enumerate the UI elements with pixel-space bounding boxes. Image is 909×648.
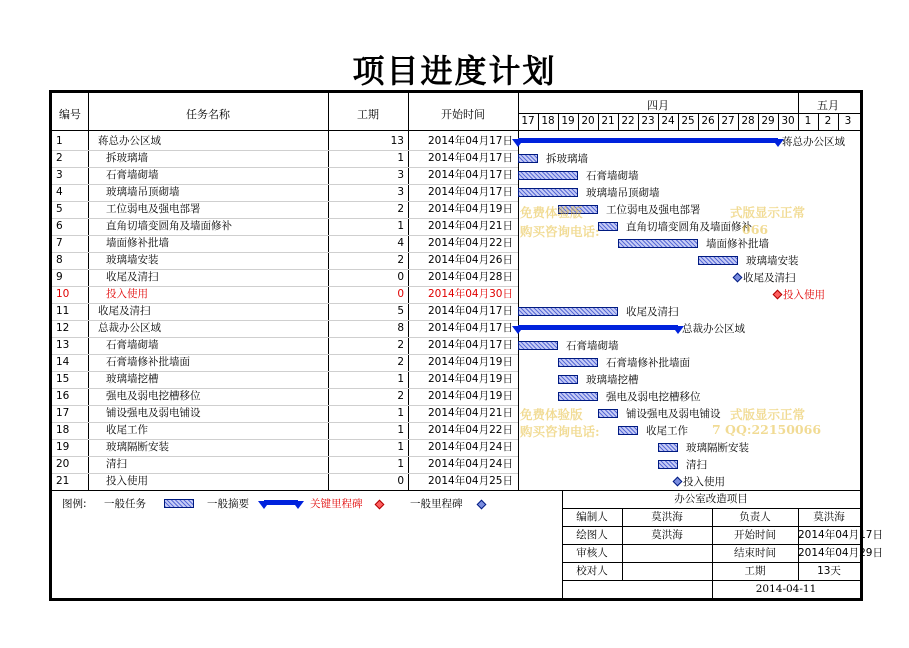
row-name: 玻璃隔断安装 [106,441,169,453]
row-duration: 13 [390,135,404,147]
bar-label: 强电及弱电挖槽移位 [606,391,701,403]
legend-key-icon [375,500,385,510]
legend-summary-label: 一般摘要 [207,498,249,510]
bar-label: 墙面修补批墙 [706,238,769,250]
info-made_by: 莫洪海 [651,511,683,523]
task-bar [618,239,698,248]
bar-label: 玻璃墙挖槽 [586,374,639,386]
row-start: 2014年04月19日 [428,390,513,402]
watermark: 066 [742,222,769,237]
month-label: 五月 [817,99,839,112]
row-start: 2014年04月26日 [428,254,513,266]
header-start: 开始时间 [441,108,485,121]
info-drawn_by: 莫洪海 [651,529,683,541]
watermark: 式版显示正常 [730,407,806,422]
bar-label: 收尾及清扫 [743,272,796,284]
legend-summary-cap [292,501,304,509]
task-bar [518,307,618,316]
legend-summary-cap [258,501,270,509]
info-end_label: 结束时间 [734,547,776,559]
info-owner_label: 负责人 [739,511,771,523]
row-start: 2014年04月17日 [428,305,513,317]
row-duration: 0 [397,271,404,283]
day-label: 18 [541,115,555,127]
row-name: 投入使用 [106,475,148,487]
milestone-icon [733,273,743,283]
row-duration: 2 [397,339,404,351]
legend-key-label: 关键里程碑 [310,498,363,510]
header-id: 编号 [59,108,81,121]
gantt-divider [518,93,519,490]
row-name: 玻璃墙挖槽 [106,373,159,385]
task-bar [658,443,678,452]
bar-label: 总裁办公区域 [682,323,745,335]
row-name: 投入使用 [106,288,148,300]
info-review_label: 审核人 [576,547,608,559]
task-bar [618,426,638,435]
row-name: 石膏墙修补批墙面 [106,356,190,368]
day-label: 30 [781,115,795,127]
row-start: 2014年04月24日 [428,441,513,453]
info-project: 办公室改造项目 [674,493,748,505]
task-bar [518,154,538,163]
row-start: 2014年04月19日 [428,356,513,368]
bar-label: 投入使用 [683,476,725,488]
watermark: 购买咨询电话: [520,224,600,239]
key-milestone-icon [773,290,783,300]
bar-label: 玻璃墙吊顶砌墙 [586,187,660,199]
info-dur: 13天 [817,565,841,577]
row-id: 18 [56,424,70,436]
header-bottom-line [52,130,860,131]
row-name: 玻璃墙吊顶砌墙 [106,186,180,198]
bar-label: 投入使用 [783,289,825,301]
row-id: 21 [56,475,70,487]
day-label: 29 [761,115,775,127]
info-date: 2014-04-11 [755,583,817,595]
row-start: 2014年04月17日 [428,135,513,147]
row-duration: 1 [397,407,404,419]
bar-label: 拆玻璃墙 [546,153,588,165]
day-label: 23 [641,115,655,127]
row-name: 收尾工作 [106,424,148,436]
row-id: 12 [56,322,70,334]
row-start: 2014年04月24日 [428,458,513,470]
summary-cap [512,326,524,334]
info-owner: 莫洪海 [813,511,845,523]
row-duration: 0 [397,475,404,487]
page-title: 项目进度计划 [352,52,557,90]
row-duration: 4 [397,237,404,249]
watermark: 7 QQ:22150066 [712,422,822,437]
row-duration: 1 [397,458,404,470]
row-start: 2014年04月22日 [428,237,513,249]
info-proof_label: 校对人 [576,565,608,577]
task-bar [518,188,578,197]
column-divider [88,93,89,490]
legend-task-label: 一般任务 [104,498,146,510]
legend-milestone-label: 一般里程碑 [410,498,463,510]
row-start: 2014年04月22日 [428,424,513,436]
row-start: 2014年04月17日 [428,152,513,164]
bar-label: 蒋总办公区域 [782,136,845,148]
day-label: 19 [561,115,575,127]
row-name: 直角切墙变圆角及墙面修补 [106,220,232,232]
row-duration: 2 [397,254,404,266]
day-label: 17 [521,115,535,127]
row-id: 9 [56,271,63,283]
bar-label: 清扫 [686,459,707,471]
row-id: 19 [56,441,70,453]
row-duration: 1 [397,424,404,436]
day-label: 25 [681,115,695,127]
day-label: 1 [804,115,812,127]
row-duration: 8 [397,322,404,334]
bar-label: 玻璃墙安装 [746,255,799,267]
day-label: 24 [661,115,675,127]
row-name: 工位弱电及强电部署 [106,203,201,215]
watermark: 式版显示正常 [730,205,806,220]
bar-label: 石膏墙修补批墙面 [606,357,690,369]
bar-label: 收尾及清扫 [626,306,679,318]
row-id: 2 [56,152,63,164]
row-start: 2014年04月19日 [428,373,513,385]
info-end: 2014年04月29日 [798,547,883,559]
task-bar [698,256,738,265]
summary-bar [518,138,778,143]
row-name: 清扫 [106,458,127,470]
row-start: 2014年04月21日 [428,220,513,232]
task-bar [558,392,598,401]
row-start: 2014年04月21日 [428,407,513,419]
row-start: 2014年04月25日 [428,475,513,487]
row-id: 13 [56,339,70,351]
row-id: 6 [56,220,63,232]
row-name: 蒋总办公区域 [98,135,161,147]
row-id: 10 [56,288,70,300]
summary-cap [512,139,524,147]
watermark: 免费体验版 [520,205,583,220]
bar-label: 铺设强电及弱电铺设 [626,408,721,420]
row-name: 拆玻璃墙 [106,152,148,164]
row-start: 2014年04月28日 [428,271,513,283]
row-start: 2014年04月17日 [428,186,513,198]
row-duration: 1 [397,220,404,232]
task-bar [558,358,598,367]
gantt-sheet [49,90,883,601]
month-divider-line [518,113,860,114]
row-duration: 3 [397,169,404,181]
info-drawn_by_label: 绘图人 [576,529,608,541]
row-duration: 2 [397,390,404,402]
row-id: 7 [56,237,63,249]
row-duration: 1 [397,373,404,385]
row-id: 15 [56,373,70,385]
watermark: 购买咨询电话: [520,424,600,439]
bar-label: 直角切墙变圆角及墙面修补 [626,221,752,233]
row-id: 8 [56,254,63,266]
legend-task-bar [164,499,194,508]
legend-milestone-icon [477,500,487,510]
row-id: 14 [56,356,70,368]
row-name: 石膏墙砌墙 [106,169,159,181]
row-name: 总裁办公区域 [98,322,161,334]
milestone-icon [673,477,683,487]
row-duration: 5 [397,305,404,317]
row-name: 强电及弱电挖槽移位 [106,390,201,402]
task-bar [658,460,678,469]
info-dur_label: 工期 [744,565,766,577]
task-bar [518,341,558,350]
row-start: 2014年04月17日 [428,322,513,334]
month-label: 四月 [647,99,669,112]
row-id: 1 [56,135,63,147]
header-name: 任务名称 [186,108,230,121]
header-duration: 工期 [357,108,379,121]
row-duration: 1 [397,152,404,164]
row-id: 11 [56,305,70,317]
row-id: 4 [56,186,63,198]
row-name: 石膏墙砌墙 [106,339,159,351]
row-name: 收尾及清扫 [98,305,151,317]
task-bar [598,409,618,418]
task-bar [598,222,618,231]
day-label: 26 [701,115,715,127]
day-label: 22 [621,115,635,127]
row-start: 2014年04月17日 [428,169,513,181]
task-bar [518,171,578,180]
day-label: 27 [721,115,735,127]
bar-label: 玻璃隔断安装 [686,442,749,454]
row-id: 20 [56,458,70,470]
day-label: 28 [741,115,755,127]
row-id: 5 [56,203,63,215]
info-made_by_label: 编制人 [576,511,608,523]
row-id: 16 [56,390,70,402]
row-start: 2014年04月30日 [428,288,513,300]
row-duration: 2 [397,356,404,368]
row-id: 3 [56,169,63,181]
bar-label: 收尾工作 [646,425,688,437]
row-duration: 0 [397,288,404,300]
gantt-grid [52,93,883,598]
legend-prefix: 图例: [62,498,87,510]
row-duration: 1 [397,441,404,453]
watermark: 免费体验版 [520,407,583,422]
day-label: 2 [824,115,832,127]
summary-bar [518,325,678,330]
task-bar [558,375,578,384]
row-duration: 3 [397,186,404,198]
row-duration: 2 [397,203,404,215]
day-label: 3 [844,115,852,127]
day-label: 21 [601,115,615,127]
info-start: 2014年04月17日 [798,529,883,541]
row-name: 墙面修补批墙 [106,237,169,249]
row-start: 2014年04月17日 [428,339,513,351]
column-divider [408,93,409,490]
row-name: 收尾及清扫 [106,271,159,283]
info-start_label: 开始时间 [734,529,776,541]
bar-label: 石膏墙砌墙 [586,170,639,182]
day-label: 20 [581,115,595,127]
bar-label: 石膏墙砌墙 [566,340,619,352]
row-start: 2014年04月19日 [428,203,513,215]
row-name: 玻璃墙安装 [106,254,159,266]
row-id: 17 [56,407,70,419]
bar-label: 工位弱电及强电部署 [606,204,701,216]
row-name: 铺设强电及弱电铺设 [106,407,201,419]
